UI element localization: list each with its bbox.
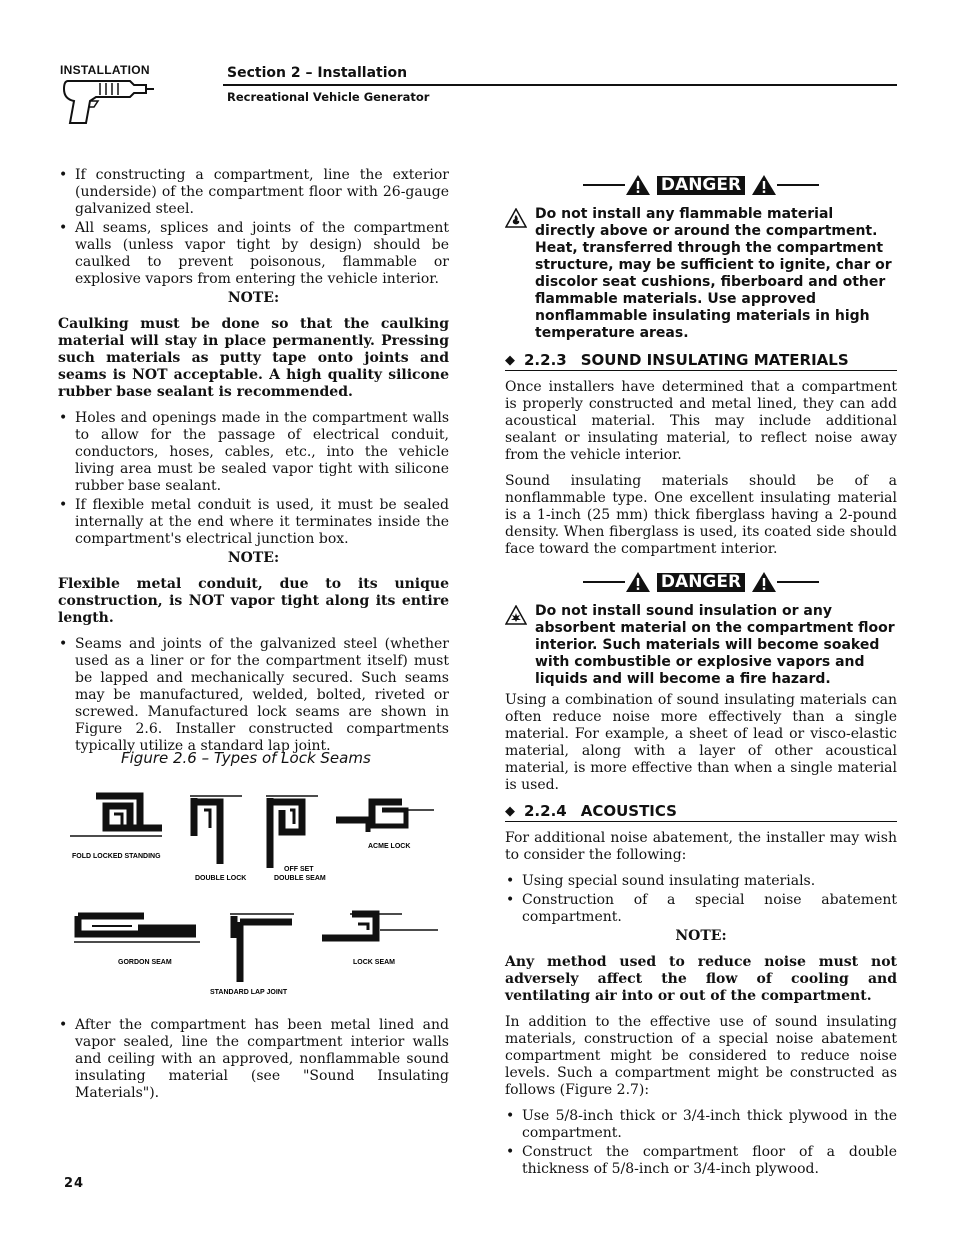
warning-triangle-icon	[625, 571, 651, 593]
right-column	[505, 170, 897, 1180]
section-heading-text: ACOUSTICS	[580, 802, 677, 820]
page-number: 24	[64, 1176, 85, 1191]
list-item: • Holes and openings made in the compartment walls to allow for the passage of electrical conduit, conductors, hoses, cables, etc., into the vehicle living area must be sealed vapor tight with silicone rubber base sealant.	[58, 410, 449, 495]
double-lock-seam	[190, 796, 242, 864]
left-column	[58, 167, 449, 757]
note-label: NOTE:	[675, 928, 727, 944]
rule	[777, 184, 819, 186]
rule	[777, 581, 819, 583]
offset-double-seam	[266, 796, 318, 868]
seam-label: GORDON SEAM	[118, 959, 172, 966]
section-number: 2.2.3	[524, 351, 567, 369]
gordon-seam	[74, 916, 200, 942]
seam-label: DOUBLE LOCK	[195, 875, 247, 882]
list-item: • Construction of a special noise abatement compartment.	[505, 892, 897, 926]
seam-label: ACME LOCK	[368, 843, 411, 850]
list-item: • All seams, splices and joints of the compartment walls (unless vapor tight by design) should be caulked to prevent poisonous, flammable or explosive vapors from entering the vehicle interior.	[58, 220, 449, 288]
diamond-icon: ◆	[505, 353, 515, 368]
seam-label: STANDARD LAP JOINT	[210, 989, 288, 996]
seam-label: LOCK SEAM	[353, 959, 395, 966]
danger-label: DANGER	[657, 176, 745, 195]
bullet-list	[505, 1108, 897, 1178]
explosion-hazard-icon	[505, 605, 527, 625]
installation-badge: INSTALLATION	[60, 63, 150, 77]
bullet-list	[505, 873, 897, 926]
seam-label: OFF SET	[284, 866, 314, 873]
section-title: Section 2 – Installation	[227, 65, 408, 81]
note-text: Flexible metal conduit, due to its unique construction, is NOT vapor tight along its entire length.	[58, 576, 449, 626]
note-text: Caulking must be done so that the caulking material will stay in place permanently. Pressing such materials as putty tape onto joints and seams is NOT acceptable. A high quality silicone rubber base sealant is recommended.	[58, 316, 449, 400]
fold-locked-seam	[70, 796, 162, 836]
lock-seams-figure	[62, 788, 448, 1000]
left-column-bottom	[58, 1017, 449, 1104]
paragraph: In addition to the effective use of sound insulating materials, construction of a special noise abatement compartment might be considered to reduce noise levels. Such a compartment might be constructed as follows (Figure 2.7):	[505, 1014, 897, 1098]
acme-lock-seam	[336, 802, 434, 832]
fire-hazard-icon	[505, 208, 527, 228]
paragraph: Once installers have determined that a compartment is properly constructed and metal lined, they can add acoustical material. This may include additional sealant or insulating material, to reflect noise away from the vehicle interior.	[505, 379, 897, 463]
danger-message	[505, 206, 897, 342]
note-label: NOTE:	[227, 290, 280, 306]
note-label: NOTE:	[227, 550, 280, 566]
section-number: 2.2.4	[524, 802, 567, 820]
header-rule	[223, 84, 897, 86]
list-item: • Construct the compartment floor of a double thickness of 5/8-inch or 3/4-inch plywood.	[505, 1144, 897, 1178]
bullet-list	[58, 167, 449, 288]
drill-icon	[60, 77, 156, 127]
list-item: • If flexible metal conduit is used, it must be sealed internally at the end where it terminates inside the compartment's electrical junction box.	[58, 497, 449, 548]
rule	[583, 184, 625, 186]
danger-text: liquids and will become a fire hazard.	[535, 671, 831, 687]
bullet-list	[58, 636, 449, 755]
section-heading-2-2-4	[505, 803, 897, 822]
bullet-list	[58, 1017, 449, 1102]
list-item: • Using special sound insulating materials.	[505, 873, 897, 890]
list-item: • If constructing a compartment, line the exterior (underside) of the compartment floor with 26-gauge galvanized steel.	[58, 167, 449, 218]
warning-triangle-icon	[751, 174, 777, 196]
danger-label: DANGER	[657, 573, 745, 592]
figure-caption: Figure 2.6 – Types of Lock Seams	[121, 749, 371, 767]
seam-label: FOLD LOCKED STANDING	[72, 853, 161, 860]
section-subtitle: Recreational Vehicle Generator	[227, 90, 430, 104]
danger-text: Do not install any flammable material directly above or around the compartment. Heat, transferred through the compartment structure, may be sufficient to ignite, char or discolor seat cushions, fiberboard and other flammable materials. Use approved nonflammable insulating materials in high temperature areas.	[535, 206, 892, 341]
paragraph: Using a combination of sound insulating materials can often reduce noise more effectively than a single material. For example, a sheet of lead or visco-elastic material, along with a layer of other acoustical material, is more effective than when a single material is used.	[505, 692, 897, 793]
warning-triangle-icon	[625, 174, 651, 196]
section-heading-text: SOUND INSULATING MATERIALS	[580, 351, 849, 369]
paragraph: For additional noise abatement, the installer may wish to consider the following:	[505, 830, 897, 863]
paragraph: Sound insulating materials should be of a nonflammable type. One excellent insulating material is a 1-inch (25 mm) thick fiberglass having a 2-pound density. When fiberglass is used, its coated side should face toward the compartment interior.	[505, 473, 897, 557]
danger-banner	[505, 567, 897, 597]
bullet-list	[58, 410, 449, 548]
list-item: • After the compartment has been metal lined and vapor sealed, line the compartment interior walls and ceiling with an approved, nonflammable sound insulating material (see "Sound Insulating Materials").	[58, 1017, 449, 1102]
standard-lap-joint	[230, 914, 294, 982]
section-heading-2-2-3	[505, 352, 897, 371]
note-text: Any method used to reduce noise must not adversely affect the flow of cooling and ventilating air into or out of the compartment.	[505, 954, 897, 1004]
warning-triangle-icon	[751, 571, 777, 593]
seam-label: DOUBLE SEAM	[274, 875, 326, 882]
diamond-icon: ◆	[505, 804, 515, 819]
danger-banner	[505, 170, 897, 200]
danger-text: Do not install sound insulation or any absorbent material on the compartment floor interior. Such materials will become soaked with combustible or explosive vapors and	[535, 603, 895, 670]
list-item: • Seams and joints of the galvanized steel (whether used as a liner or for the compartment itself) must be lapped and mechanically secured. Such seams may be manufactured, welded, bolted, riveted or screwed. Manufactured lock seams are shown in Figure 2.6. Installer constructed compartments typically utilize a standard lap joint.	[58, 636, 449, 755]
danger-message	[505, 603, 897, 688]
rule	[583, 581, 625, 583]
list-item: • Use 5/8-inch thick or 3/4-inch thick plywood in the compartment.	[505, 1108, 897, 1142]
lock-seam	[322, 914, 438, 938]
